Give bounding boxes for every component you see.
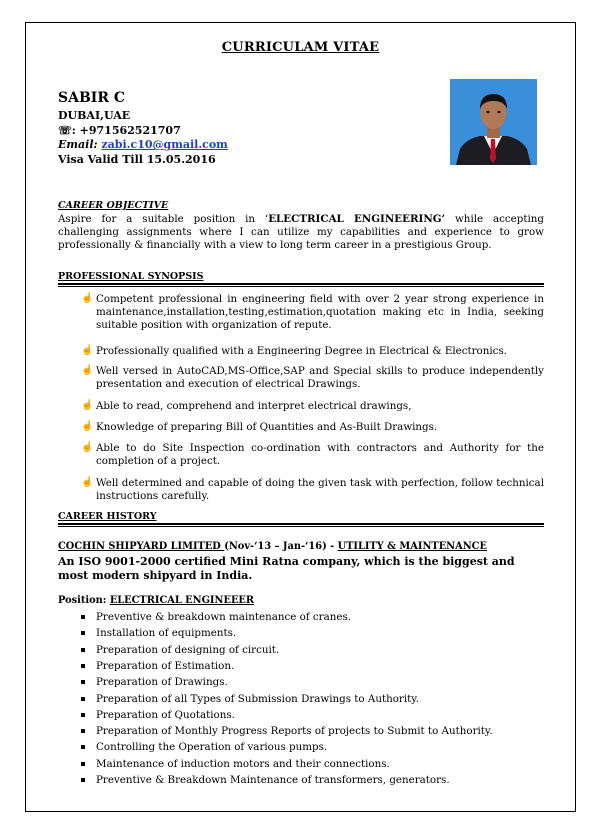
duty-text: Preventive & Breakdown Maintenance of transformers, generators. bbox=[96, 774, 450, 786]
list-item bbox=[26, 708, 575, 724]
visa-validity: Visa Valid Till 15.05.2016 bbox=[58, 152, 216, 166]
pointing-hand-icon: ☝ bbox=[81, 477, 94, 488]
synopsis-text: Well versed in AutoCAD,MS-Office,SAP and Special skills to produce independently presentation and execution of electrical Drawings. bbox=[96, 365, 544, 390]
document-title: CURRICULAM VITAE bbox=[221, 40, 380, 55]
candidate-name: SABIR C bbox=[58, 90, 126, 106]
position-line bbox=[58, 595, 254, 606]
list-item bbox=[26, 740, 575, 756]
duty-text: Preparation of all Types of Submission Drawings to Authority. bbox=[96, 692, 419, 705]
square-bullet-icon bbox=[81, 631, 85, 635]
career-history-heading: CAREER HISTORY bbox=[58, 511, 157, 522]
contact-block bbox=[58, 109, 228, 167]
square-bullet-icon bbox=[81, 713, 85, 717]
pointing-hand-icon: ☝ bbox=[81, 442, 94, 453]
email-label: Email: bbox=[58, 138, 98, 151]
list-item bbox=[26, 724, 575, 740]
duty-text: Preparation of Estimation. bbox=[96, 659, 235, 672]
synopsis-text: Able to do Site Inspection co-ordination with contractors and Authority for the completion of a project. bbox=[96, 442, 544, 467]
duty-text: Preventive & breakdown maintenance of cranes. bbox=[96, 611, 352, 623]
duty-text: Installation of equipments. bbox=[96, 627, 237, 640]
synopsis-text: Competent professional in engineering field with over 2 year strong experience in maintenance,installation,testing,estimation,quotation making etc in India, seeking suitable position with organization of repute. bbox=[96, 293, 544, 331]
list-item bbox=[26, 626, 575, 642]
list-item bbox=[26, 757, 575, 773]
list-item bbox=[26, 675, 575, 691]
pointing-hand-icon: ☝ bbox=[81, 421, 94, 432]
square-bullet-icon bbox=[81, 615, 85, 619]
email-link[interactable]: zabi.c10@gmail.com bbox=[101, 138, 228, 151]
square-bullet-icon bbox=[81, 729, 85, 733]
professional-synopsis-heading: PROFESSIONAL SYNOPSIS bbox=[58, 271, 204, 282]
section-divider bbox=[58, 523, 544, 527]
position-label: Position: bbox=[58, 595, 110, 606]
objective-text-start: Aspire for a suitable position in ‘ bbox=[58, 213, 269, 225]
pointing-hand-icon: ☝ bbox=[81, 345, 94, 356]
duty-text: Preparation of designing of circuit. bbox=[96, 643, 280, 656]
company-name: COCHIN SHIPYARD LIMITED bbox=[58, 541, 225, 552]
list-item bbox=[26, 610, 575, 626]
square-bullet-icon bbox=[81, 762, 85, 766]
division: UTILITY & MAINTENANCE bbox=[337, 541, 487, 552]
pointing-hand-icon: ☝ bbox=[81, 293, 94, 304]
phone-line bbox=[58, 124, 228, 139]
resume-page bbox=[25, 22, 576, 812]
objective-text-end: while accepting challenging assignments where I can utilize my capabilities and experience to grow professionally & financially with a view to long term career in a prestigious Group. bbox=[58, 213, 544, 251]
list-item bbox=[26, 773, 575, 789]
synopsis-text: Able to read, comprehend and interpret electrical drawings, bbox=[96, 400, 412, 412]
duty-text: Maintenance of induction motors and their connections. bbox=[96, 757, 390, 770]
phone-number: : +971562521707 bbox=[71, 123, 181, 137]
section-divider bbox=[58, 283, 544, 287]
duty-text: Controlling the Operation of various pumps. bbox=[96, 741, 328, 754]
square-bullet-icon bbox=[81, 745, 85, 749]
profile-photo bbox=[450, 79, 537, 165]
pointing-hand-icon: ☝ bbox=[81, 400, 94, 411]
position-title: ELECTRICAL ENGINEEER bbox=[109, 595, 255, 606]
employment-period: (Nov-‘13 – Jan-‘16) - bbox=[224, 541, 338, 552]
synopsis-text: Professionally qualified with a Engineering Degree in Electrical & Electronics. bbox=[96, 345, 507, 357]
square-bullet-icon bbox=[81, 697, 85, 701]
square-bullet-icon bbox=[81, 664, 85, 668]
square-bullet-icon bbox=[81, 648, 85, 652]
list-item bbox=[26, 643, 575, 659]
objective-emphasis: ELECTRICAL ENGINEERING’ bbox=[268, 213, 446, 225]
duty-text: Preparation of Quotations. bbox=[96, 708, 235, 721]
employer-line bbox=[58, 541, 487, 552]
pointing-hand-icon: ☝ bbox=[81, 365, 94, 376]
square-bullet-icon bbox=[81, 680, 85, 684]
duty-text: Preparation of Monthly Progress Reports of projects to Submit to Authority. bbox=[96, 725, 493, 738]
duty-text: Preparation of Drawings. bbox=[96, 676, 228, 689]
email-line bbox=[58, 138, 228, 153]
location: DUBAI,UAE bbox=[58, 109, 131, 122]
telephone-icon: ☏ bbox=[58, 123, 72, 137]
synopsis-text: Knowledge of preparing Bill of Quantities and As-Built Drawings. bbox=[96, 421, 438, 433]
square-bullet-icon bbox=[81, 778, 85, 782]
synopsis-text: Well determined and capable of doing the given task with perfection, follow technical instructions carefully. bbox=[96, 477, 544, 502]
company-description: An ISO 9001-2000 certified Mini Ratna company, which is the biggest and most modern shipyard in India. bbox=[58, 555, 515, 582]
list-item bbox=[26, 659, 575, 675]
career-objective-text bbox=[58, 213, 544, 252]
career-objective-heading: CAREER OBJECTIVE bbox=[58, 200, 169, 211]
list-item bbox=[26, 692, 575, 708]
